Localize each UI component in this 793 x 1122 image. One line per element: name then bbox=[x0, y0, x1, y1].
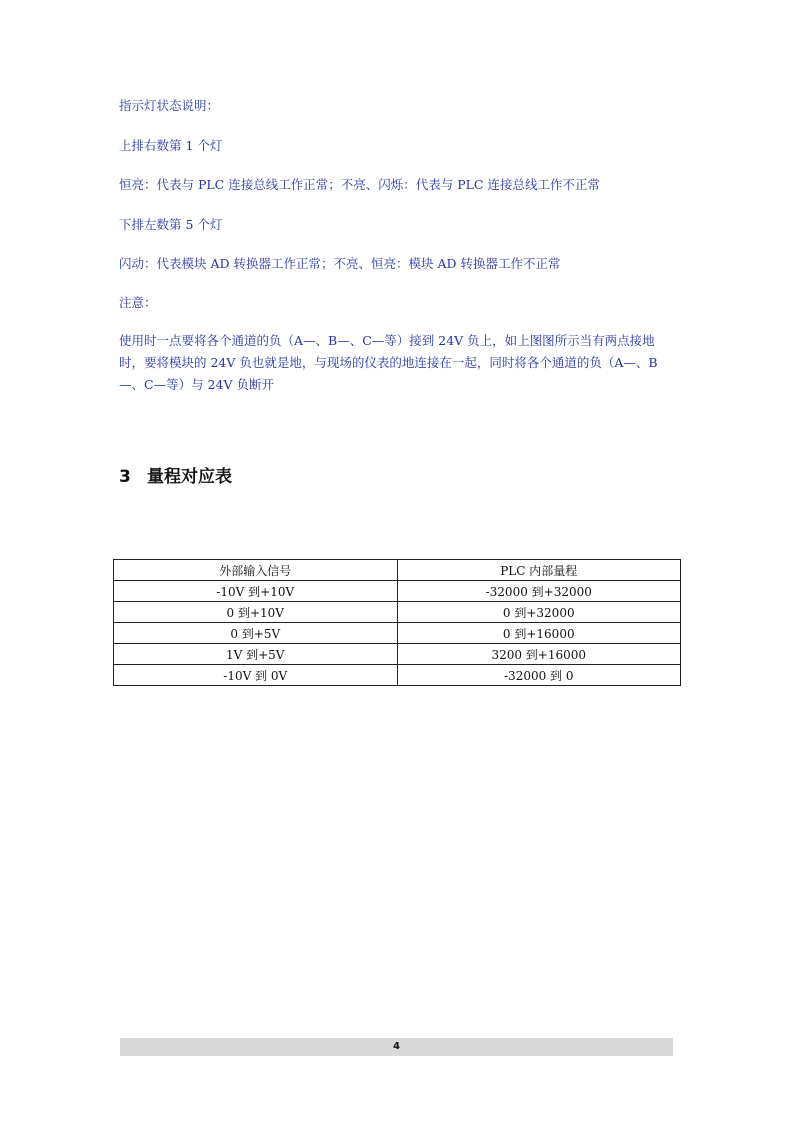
range-table bbox=[113, 559, 681, 686]
table-cell: 3200 到+16000 bbox=[397, 644, 681, 665]
table-row bbox=[114, 623, 681, 644]
page-number: 4 bbox=[393, 1041, 400, 1052]
table-row bbox=[114, 602, 681, 623]
table-row bbox=[114, 581, 681, 602]
bottom-row-light-label: 下排左数第 5 个灯 bbox=[119, 217, 223, 232]
indicator-description-heading: 指示灯状态说明： bbox=[119, 98, 220, 113]
table-row bbox=[114, 665, 681, 686]
table-cell: -32000 到+32000 bbox=[397, 581, 681, 602]
top-row-light-status: 恒亮：代表与 PLC 连接总线工作正常；不亮、闪烁：代表与 PLC 连接总线工作不正常 bbox=[119, 177, 600, 192]
table-cell: 0 到+10V bbox=[114, 602, 398, 623]
table-row bbox=[114, 644, 681, 665]
top-row-light-label: 上排右数第 1 个灯 bbox=[119, 138, 223, 153]
table-cell: -32000 到 0 bbox=[397, 665, 681, 686]
column-header-external-signal: 外部输入信号 bbox=[114, 560, 398, 581]
section-number: 3 bbox=[119, 467, 131, 487]
column-header-plc-range: PLC 内部量程 bbox=[397, 560, 681, 581]
table-header-row bbox=[114, 560, 681, 581]
bottom-row-light-status: 闪动：代表模块 AD 转换器工作正常；不亮、恒亮：模块 AD 转换器工作不正常 bbox=[119, 256, 561, 271]
table-cell: 0 到+16000 bbox=[397, 623, 681, 644]
footer-bar bbox=[120, 1038, 673, 1056]
note-body: 使用时一点要将各个通道的负（A—、B—、C—等）接到 24V 负上，如上图图所示当有两点接地时，要将模块的 24V 负也就是地，与现场的仪表的地连接在一起，同时将各个通道的负（A—、B—、C—等）与 24V 负断开 bbox=[119, 333, 658, 392]
table-cell: 0 到+5V bbox=[114, 623, 398, 644]
note-label: 注意： bbox=[119, 295, 157, 310]
table-cell: 0 到+32000 bbox=[397, 602, 681, 623]
table-cell: -10V 到 0V bbox=[114, 665, 398, 686]
table-cell: 1V 到+5V bbox=[114, 644, 398, 665]
table-cell: -10V 到+10V bbox=[114, 581, 398, 602]
section-title: 量程对应表 bbox=[147, 467, 232, 487]
section-heading bbox=[119, 462, 232, 487]
